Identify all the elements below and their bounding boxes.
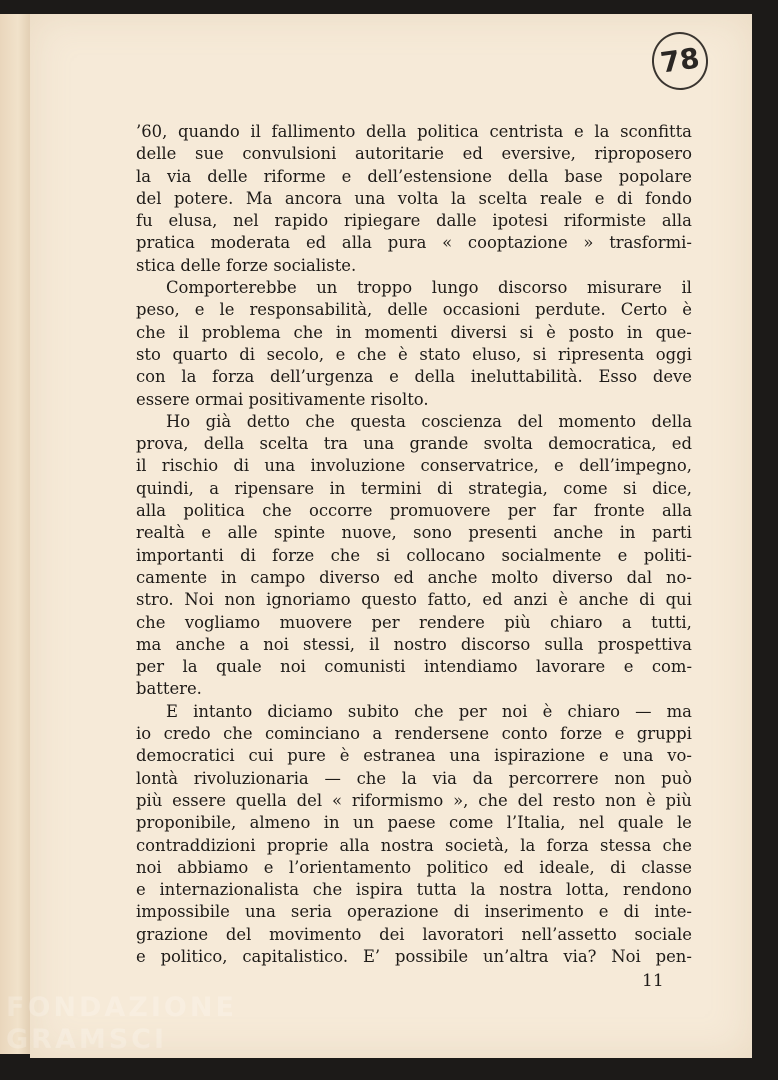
watermark-line-2: GRAMSCI (6, 1024, 168, 1055)
text-line: più essere quella del « riformismo », che del resto non è più (136, 790, 692, 810)
text-line: e politico, capitalistico. E’ possibile un’altra via? Noi pen- (136, 946, 692, 966)
text-line: impossibile una seria operazione di inserimento e di inte- (136, 902, 692, 922)
text-line: grazione del movimento dei lavoratori nell’assetto sociale (136, 924, 692, 944)
previous-page-edge (0, 14, 31, 1054)
text-line: realtà e alle spinte nuove, sono presenti anche in parti (136, 523, 692, 543)
text-line: sto quarto di secolo, e che è stato eluso, si ripresenta oggi (136, 344, 692, 364)
text-line: per la quale noi comunisti intendiamo lavorare e com- (136, 657, 692, 677)
book-page (30, 14, 752, 1058)
text-line: E intanto diciamo subito che per noi è chiaro — ma (166, 701, 692, 721)
text-line: Ho già detto che questa coscienza del momento della (166, 411, 692, 431)
text-line: la via delle riforme e dell’estensione della base popolare (136, 166, 692, 186)
text-line: il rischio di una involuzione conservatrice, e dell’impegno, (136, 456, 692, 476)
text-line: fu elusa, nel rapido ripiegare dalle ipotesi riformiste alla (136, 211, 692, 231)
text-line: proponibile, almeno in un paese come l’Italia, nel quale le (136, 813, 692, 833)
text-line: che il problema che in momenti diversi si è posto in que- (136, 322, 692, 342)
text-line: e internazionalista che ispira tutta la nostra lotta, rendono (136, 880, 692, 900)
text-line: io credo che cominciano a rendersene conto forze e gruppi (136, 724, 692, 744)
text-line: noi abbiamo e l’orientamento politico ed ideale, di classe (136, 857, 692, 877)
watermark-line-1: FONDAZIONE (6, 992, 237, 1023)
text-line: che vogliamo muovere per rendere più chiaro a tutti, (136, 612, 692, 632)
text-line: essere ormai positivamente risolto. (136, 389, 429, 409)
text-line: con la forza dell’urgenza e della ineluttabilità. Esso deve (136, 367, 692, 387)
text-line: pratica moderata ed alla pura « cooptazione » trasformi- (136, 233, 692, 253)
text-line: lontà rivoluzionaria — che la via da percorrere non può (136, 768, 692, 788)
text-line: peso, e le responsabilità, delle occasioni perdute. Certo è (136, 300, 692, 320)
text-line: contraddizioni proprie alla nostra società, la forza stessa che (136, 835, 692, 855)
text-line: ma anche a noi stessi, il nostro discorso sulla prospettiva (136, 634, 692, 654)
page-number: 11 (642, 971, 664, 991)
text-line: democratici cui pure è estranea una ispirazione e una vo- (136, 746, 692, 766)
text-line: importanti di forze che si collocano socialmente e politi- (136, 545, 692, 565)
text-line: delle sue convulsioni autoritarie ed eversive, riproposero (136, 144, 692, 164)
text-line: battere. (136, 679, 202, 699)
text-line: stica delle forze socialiste. (136, 255, 357, 275)
text-line: alla politica che occorre promuovere per far fronte alla (136, 501, 692, 521)
page-body-text (136, 121, 692, 968)
text-line: prova, della scelta tra una grande svolta democratica, ed (136, 434, 692, 454)
text-line: quindi, a ripensare in termini di strategia, come si dice, (136, 478, 692, 498)
fondazione-gramsci-watermark (6, 992, 237, 1056)
text-line: stro. Noi non ignoriamo questo fatto, ed anzi è anche di qui (136, 590, 692, 610)
text-line: del potere. Ma ancora una volta la scelta reale e di fondo (136, 188, 692, 208)
handwritten-page-annotation: 78 (648, 28, 712, 93)
text-line: Comporterebbe un troppo lungo discorso misurare il (166, 278, 692, 298)
text-line: ’60, quando il fallimento della politica centrista e la sconfitta (136, 122, 692, 141)
text-line: camente in campo diverso ed anche molto diverso dal no- (136, 567, 692, 587)
